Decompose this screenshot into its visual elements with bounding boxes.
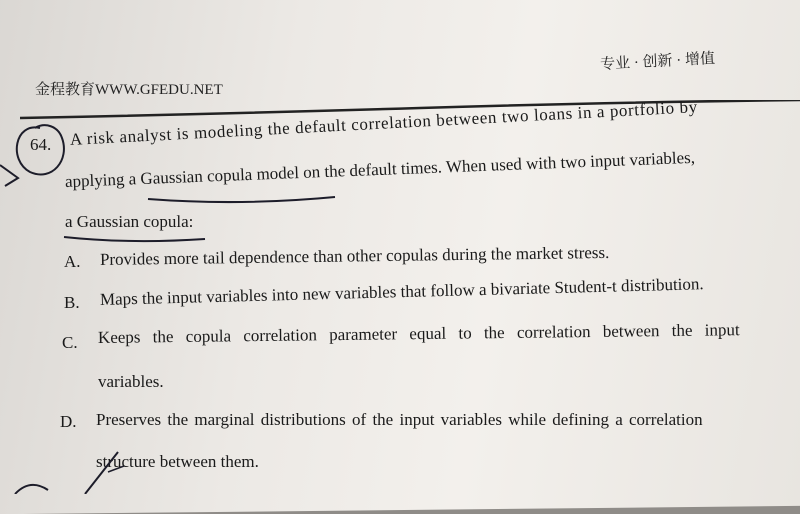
option-a-text: Provides more tail dependence than other copulas during the market stress.: [99, 242, 610, 269]
option-d-continuation: structure between them.: [96, 452, 259, 471]
option-c-continuation: variables.: [98, 372, 164, 391]
question-stem-line-3: a Gaussian copula:: [65, 212, 194, 231]
slogan-header: 专业 · 创新 · 增值: [599, 50, 716, 73]
question-stem-line-1: A risk analyst is modeling the default correlation between two loans in a portfolio by: [69, 97, 699, 149]
option-c-label: C.: [62, 333, 78, 352]
option-c-text: Keeps the copula correlation parameter equal to the correlation between the input: [97, 320, 740, 347]
question-stem-line-2: applying a Gaussian copula model on the default times. When used with two input variables,: [64, 147, 696, 191]
publisher-header: 金程教育WWW.GFEDU.NET: [35, 82, 223, 98]
option-a-label: A.: [64, 252, 81, 271]
option-d-text: Preserves the marginal distributions of the input variables while defining a correlation: [96, 410, 703, 429]
option-d-label: D.: [60, 412, 77, 431]
question-number: 64.: [30, 135, 52, 154]
option-b-label: B.: [64, 293, 80, 312]
option-b-text: Maps the input variables into new variables that follow a bivariate Student-t distribution.: [99, 274, 704, 309]
